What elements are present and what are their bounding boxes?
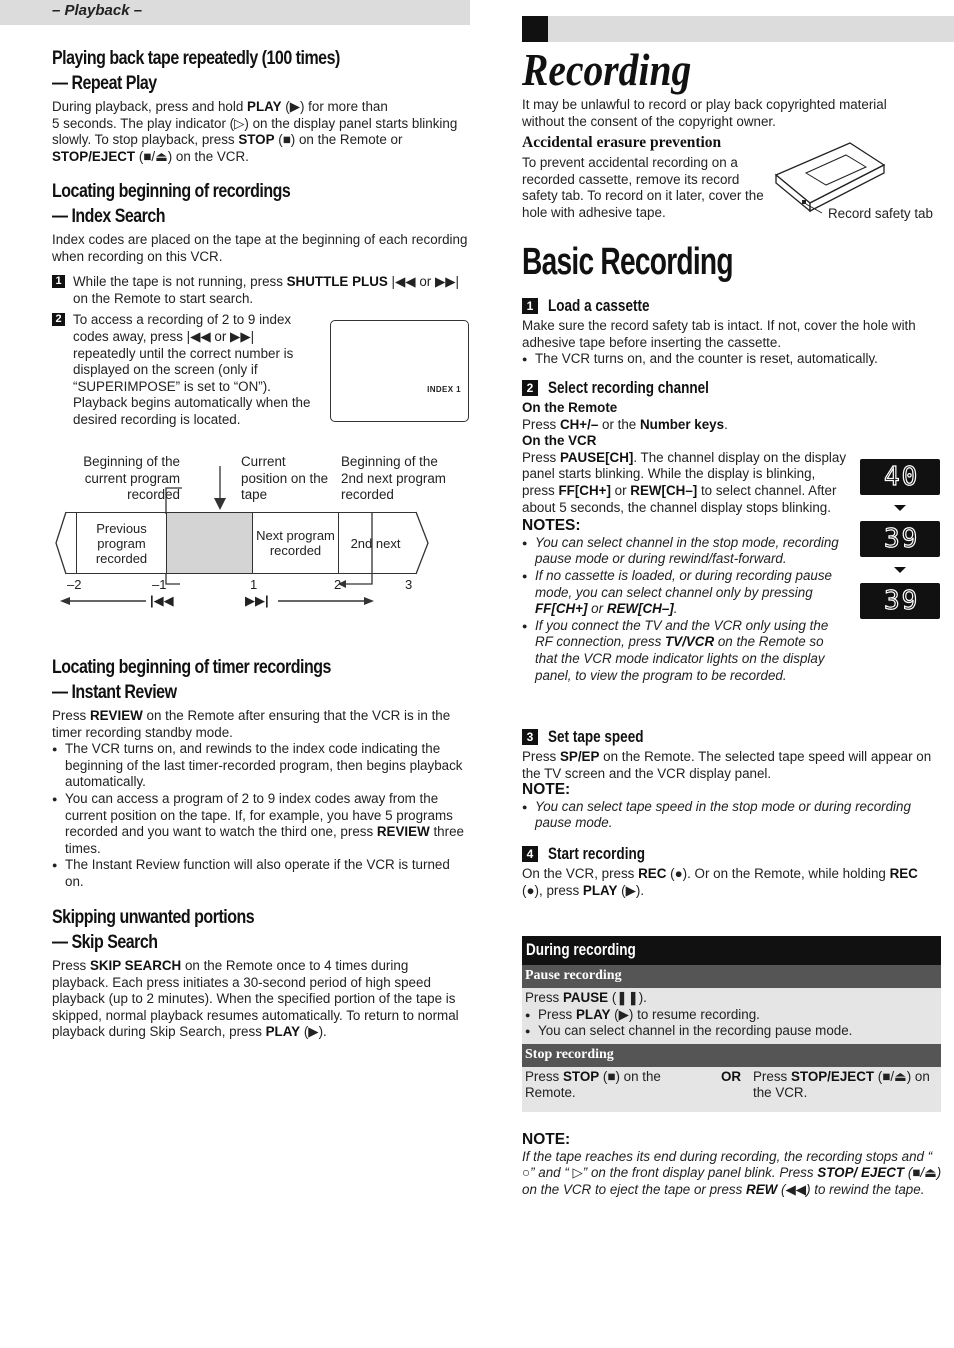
list-item: ● You can access a program of 2 to 9 index codes away from the current position on the tape. If, for example, you have 5 programs recorded and you want to watch the third one, press REVIEW three times.: [52, 791, 468, 857]
on-remote-heading: On the Remote: [522, 400, 618, 415]
index-step-2: 2 To access a recording of 2 to 9 index codes away, press |◀◀ or ▶▶| repeatedly until the correct number is displayed on the screen (only if “SUPERIMPOSE” is set to “ON”). Playback begins automatically when the desired recording is located.: [52, 312, 314, 428]
channel-display-blink-1: 40: [860, 459, 940, 495]
left-column: [0, 0, 470, 1040]
label-current-program: Beginning of the current program recorded: [83, 454, 180, 503]
tick-3: 3: [405, 577, 413, 592]
step-title: Start recording: [548, 845, 645, 863]
repeat-play-text: During playback, press and hold PLAY (▶) for more than 5 seconds. The play indicator (▷) on the display panel starts blinking slowly. To stop playback, press STOP (■) on the Remote or STOP/EJECT (■/⏏) on the VCR.: [52, 99, 458, 164]
forward-skip-icon: ▶▶|: [245, 593, 269, 608]
section-marker: [522, 16, 548, 42]
step-start-recording: [522, 844, 942, 899]
right-column: [522, 0, 942, 1348]
rewind-skip-icon: |◀◀: [150, 593, 174, 608]
step-tape-speed: [522, 727, 942, 832]
tick-2: 2: [334, 577, 342, 592]
instant-review-bullets: [52, 741, 468, 890]
list-item: ● The VCR turns on, and the counter is reset, automatically.: [522, 351, 942, 368]
step-number-3: 3: [522, 729, 538, 745]
step-number-4: 4: [522, 846, 538, 862]
page-title: Recording: [522, 44, 692, 95]
arrow-down-icon: [894, 567, 906, 573]
cell-previous-program: Previous program recorded: [76, 513, 166, 573]
index-screen-text: INDEX 1: [427, 385, 461, 395]
step-select-channel: [522, 378, 848, 684]
running-head: – Playback –: [52, 2, 143, 19]
index-search-title-1: Locating beginning of recordings: [52, 180, 291, 202]
tv-screen-illustration: [330, 320, 469, 422]
label-2nd-next: Beginning of the 2nd next program recorded: [341, 454, 446, 503]
or-label: OR: [712, 1067, 750, 1112]
instant-review-title-2: — Instant Review: [52, 681, 177, 703]
step-number-2: 2: [52, 313, 65, 326]
step-text: Press SP/EP on the Remote. The selected tape speed will appear on the TV screen and the VCR display panel.: [522, 749, 932, 781]
instant-review-text: Press REVIEW on the Remote after ensuring that the VCR is in the timer recording standby mode.: [52, 708, 451, 740]
list-item: ● If you connect the TV and the VCR only using the RF connection, press TV/VCR on the Remote so that the VCR mode indicator lights on the display panel, to view the program to be recorded.: [522, 618, 848, 684]
label-current-position: Current position on the tape: [241, 454, 329, 503]
list-item: ● If no cassette is loaded, or during recording pause mode, you can select channel only by pressing FF[CH+] or REW[CH–].: [522, 568, 848, 618]
step-number-2: 2: [522, 380, 538, 396]
step-title: Load a cassette: [548, 297, 650, 315]
vcr-instructions: Press PAUSE[CH]. The channel display on the display panel starts blinking. While the display is blinking, press FF[CH+] or REW[CH–] to select channel. After about 5 seconds, the channel display stops blinking.: [522, 449, 847, 515]
repeat-play-section: [52, 46, 468, 165]
skip-search-title-1: Skipping unwanted portions: [52, 906, 255, 928]
copyright-warning: It may be unlawful to record or play back copyrighted material without the consent of the copyright owner.: [522, 97, 887, 129]
repeat-play-title-2: — Repeat Play: [52, 72, 157, 94]
during-recording-header: During recording: [522, 936, 941, 965]
step-title: Select recording channel: [548, 379, 709, 397]
notes-heading: NOTES:: [522, 517, 581, 535]
step-text: Make sure the record safety tab is intact. If not, cover the hole with adhesive tape before inserting the cassette.: [522, 318, 916, 350]
index-search-title-2: — Index Search: [52, 205, 166, 227]
tape-strip: [66, 512, 416, 574]
tick-minus-1: –1: [152, 577, 167, 592]
end-of-tape-note: NOTE: If the tape reaches its end during recording, the recording stops and “ ○” and “ ▷” on the front display panel blink. Press STOP/ EJECT (■/⏏) on the VCR to eject the tape or press REW (◀◀) to rewind the tape.: [522, 1131, 942, 1197]
skip-search-text: Press SKIP SEARCH on the Remote once to 4 times during playback. Each press initiates a 30-second period of high speed playback (up to 2 minutes). When the specified portion of the tape is skipped, normal playback resumes automatically. To return to normal playback during Skip Search, press PLAY (▶).: [52, 958, 459, 1040]
during-recording-table: [522, 936, 941, 1112]
arrow-down-icon: [894, 505, 906, 511]
cell-current-program: [166, 513, 252, 573]
channel-display-steady: 39: [860, 583, 940, 619]
step-title: Set tape speed: [548, 728, 644, 746]
tick-minus-2: –2: [67, 577, 82, 592]
list-item: ● The VCR turns on, and rewinds to the index code indicating the beginning of the last timer-recorded program, then begins playback automatically.: [52, 741, 468, 791]
stop-remote-instruction: Press STOP (■) on the Remote.: [522, 1067, 712, 1112]
step-number-1: 1: [522, 298, 538, 314]
list-item: ● You can select channel in the stop mode, recording pause mode or during rewind/fast-forward.: [522, 535, 848, 568]
pause-recording-body: Press PAUSE (❚❚). ● Press PLAY (▶) to resume recording. ● You can select channel in the recording pause mode.: [522, 988, 941, 1044]
safety-tab-label: Record safety tab: [828, 206, 933, 221]
basic-recording-title: Basic Recording: [522, 241, 733, 283]
stop-recording-header: Stop recording: [522, 1044, 941, 1067]
cell-next-program: Next program recorded: [252, 513, 338, 573]
note-heading: NOTE:: [522, 1131, 571, 1148]
list-item: ● Press PLAY (▶) to resume recording.: [525, 1007, 938, 1024]
list-item: ● The Instant Review function will also operate if the VCR is turned on.: [52, 857, 468, 890]
list-item: ● You can select tape speed in the stop mode or during recording pause mode.: [522, 799, 942, 832]
index-search-intro: Index codes are placed on the tape at the beginning of each recording when recording on this VCR.: [52, 232, 468, 264]
section-header-bar: [522, 16, 954, 42]
erasure-text: To prevent accidental recording on a recorded cassette, remove its record safety tab. To record on it later, cover the hole with adhesive tape.: [522, 155, 764, 220]
channel-display-blink-2: 39: [860, 521, 940, 557]
remote-instructions: Press CH+/– or the Number keys.: [522, 416, 728, 432]
instant-review-section: [52, 655, 468, 891]
erasure-title: Accidental erasure prevention: [522, 134, 722, 151]
list-item: ● You can select channel in the recording pause mode.: [525, 1023, 938, 1040]
on-vcr-heading: On the VCR: [522, 433, 597, 449]
skip-search-section: [52, 905, 468, 1041]
pause-recording-header: Pause recording: [522, 965, 941, 988]
stop-vcr-instruction: Press STOP/EJECT (■/⏏) on the VCR.: [750, 1067, 941, 1112]
running-head-bar: [0, 0, 470, 25]
skip-search-title-2: — Skip Search: [52, 931, 158, 953]
index-step-1: 1 While the tape is not running, press SHUTTLE PLUS |◀◀ or ▶▶| on the Remote to start search.: [52, 274, 468, 307]
note-heading: NOTE:: [522, 781, 571, 799]
step-load-cassette: [522, 296, 942, 368]
repeat-play-title-1: Playing back tape repeatedly (100 times): [52, 47, 340, 69]
cell-2nd-next: 2nd next: [338, 513, 412, 573]
tick-1: 1: [250, 577, 258, 592]
notes-list: [522, 535, 848, 684]
step-text: On the VCR, press REC (●). Or on the Remote, while holding REC (●), press PLAY (▶).: [522, 866, 918, 898]
instant-review-title-1: Locating beginning of timer recordings: [52, 656, 331, 678]
step-number-1: 1: [52, 275, 65, 288]
